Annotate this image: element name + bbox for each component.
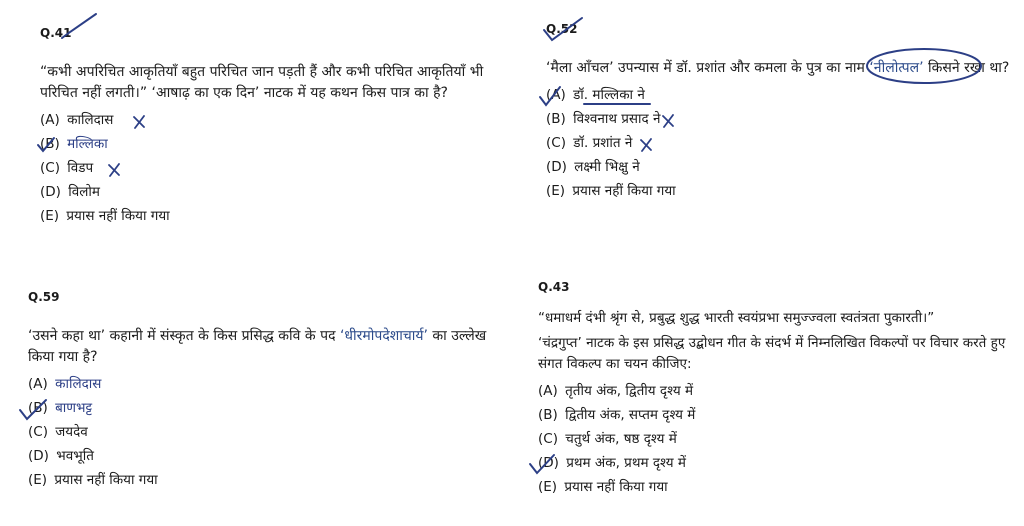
option-a <box>40 108 510 132</box>
option-key: (A) <box>546 87 566 103</box>
option-c <box>546 131 1016 155</box>
option-a <box>546 83 1016 107</box>
question-43 <box>538 276 1020 499</box>
option-label: जयदेव <box>55 424 88 440</box>
option-c <box>28 420 508 444</box>
option-key: (A) <box>28 376 48 392</box>
question-number <box>538 280 569 294</box>
option-label: कालिदास <box>67 112 114 128</box>
option-label: भवभूति <box>56 448 94 464</box>
option-b <box>538 403 1020 427</box>
option-e <box>28 468 508 492</box>
option-key: (D) <box>546 159 567 175</box>
options-list <box>538 379 1020 499</box>
option-e <box>40 204 510 228</box>
option-label: चतुर्थ अंक, षष्ठ दृश्य में <box>565 431 677 447</box>
question-text-part: ‘उसने कहा था’ कहानी में संस्कृत के किस प्रसिद्ध कवि के पद <box>28 328 340 344</box>
option-label: द्वितीय अंक, सप्तम दृश्य में <box>565 407 696 423</box>
option-label: प्रयास नहीं किया गया <box>564 479 668 495</box>
options-list <box>546 83 1016 203</box>
question-number <box>546 22 577 36</box>
option-label: प्रथम अंक, प्रथम दृश्य में <box>566 455 686 471</box>
question-41 <box>40 22 510 228</box>
option-b <box>546 107 1016 131</box>
option-key: (B) <box>40 136 60 152</box>
option-e <box>538 475 1020 499</box>
option-label: विडप <box>67 160 94 176</box>
option-key: (E) <box>538 479 558 495</box>
option-label: कालिदास <box>55 376 102 392</box>
option-label: तृतीय अंक, द्वितीय दृश्य में <box>565 383 694 399</box>
option-d <box>546 155 1016 179</box>
option-key: (D) <box>40 184 61 200</box>
question-59 <box>28 286 508 492</box>
question-highlight: ‘नीलोत्पल’ <box>869 60 924 76</box>
option-key: (E) <box>40 208 60 224</box>
option-key: (C) <box>28 424 48 440</box>
option-key: (D) <box>28 448 49 464</box>
question-number-label: Q.43 <box>538 280 570 294</box>
option-e <box>546 179 1016 203</box>
question-text: ‘चंद्रगुप्त’ नाटक के इस प्रसिद्ध उद्बोधन गीत के संदर्भ में निम्नलिखित विकल्पों पर विचार करते हुए संगत विकल्प का चयन कीजिए: <box>538 335 1006 372</box>
question-quote: “धमाधर्म दंभी श्रृंग से, प्रबुद्ध शुद्ध भारती स्वयंप्रभा समुज्ज्वला स्वतंत्रता पुकारती।” <box>538 310 935 326</box>
option-key: (A) <box>538 383 558 399</box>
question-number-label: Q.41 <box>40 26 72 40</box>
question-number <box>28 290 59 304</box>
option-key: (C) <box>40 160 60 176</box>
question-text: “कभी अपरिचित आकृतियाँ बहुत परिचित जान पड़ती हैं और कभी परिचित आकृतियाँ भी परिचित नहीं लगती।” ‘आषाढ़ का एक दिन’ नाटक में यह कथन किस पात्र का है? <box>40 64 484 101</box>
question-text <box>546 58 1016 79</box>
option-a <box>28 372 508 396</box>
cross-mark-icon <box>639 136 653 150</box>
question-highlight: ‘धीरमोपदेशाचार्य’ <box>339 328 428 344</box>
option-c <box>40 156 510 180</box>
option-label: विश्वनाथ प्रसाद ने <box>573 111 661 127</box>
question-number <box>40 26 71 40</box>
option-b <box>40 132 510 156</box>
option-key: (C) <box>546 135 566 151</box>
cross-mark-icon <box>132 113 146 127</box>
option-key: (B) <box>538 407 558 423</box>
options-list <box>40 108 510 228</box>
option-a <box>538 379 1020 403</box>
option-label: डॉ. मल्लिका ने <box>573 87 645 103</box>
question-text-part: किसने रखा था? <box>923 60 1010 76</box>
option-key: (E) <box>546 183 566 199</box>
question-52 <box>546 18 1016 203</box>
option-key: (B) <box>28 400 48 416</box>
option-label: बाणभट्ट <box>55 400 93 416</box>
question-text-part: ‘मैला आँचल’ उपन्यास में डॉ. प्रशांत और कमला के पुत्र का नाम <box>546 60 870 76</box>
cross-mark-icon <box>661 112 675 126</box>
question-number-label: Q.52 <box>546 22 578 36</box>
option-label: डॉ. प्रशांत ने <box>573 135 633 151</box>
option-label: प्रयास नहीं किया गया <box>54 472 158 488</box>
option-key: (C) <box>538 431 558 447</box>
option-key: (B) <box>546 111 566 127</box>
option-label: प्रयास नहीं किया गया <box>572 183 676 199</box>
option-b <box>28 396 508 420</box>
options-list <box>28 372 508 492</box>
option-c <box>538 427 1020 451</box>
option-key: (D) <box>538 455 559 471</box>
option-d <box>538 451 1020 475</box>
question-text <box>28 326 508 368</box>
option-label: प्रयास नहीं किया गया <box>66 208 170 224</box>
cross-mark-icon <box>107 161 121 175</box>
option-key: (E) <box>28 472 48 488</box>
option-label: मल्लिका <box>67 136 108 152</box>
question-text-part: का उल्लेख किया गया है? <box>28 328 487 365</box>
option-key: (A) <box>40 112 60 128</box>
option-label: विलोम <box>68 184 100 200</box>
question-number-label: Q.59 <box>28 290 60 304</box>
option-d <box>28 444 508 468</box>
option-label: लक्ष्मी भिक्षु ने <box>574 159 640 175</box>
option-d <box>40 180 510 204</box>
